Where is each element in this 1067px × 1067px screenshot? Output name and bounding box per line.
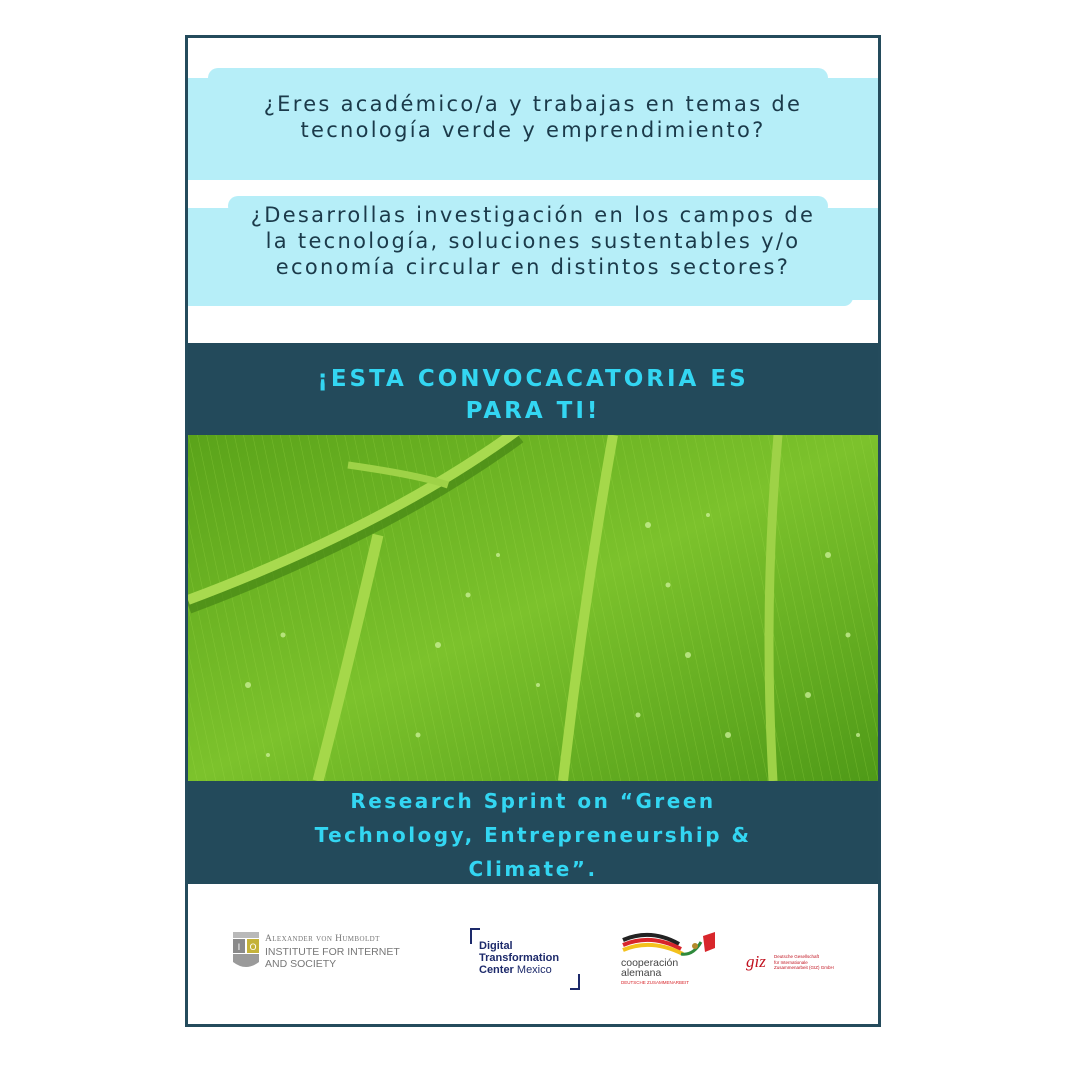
question-2 <box>188 202 878 280</box>
dtc-country: Mexico <box>516 964 552 976</box>
coop-name: cooperación <box>621 957 679 969</box>
coop-subtitle: DEUTSCHE ZUSAMMENARBEIT <box>621 980 690 985</box>
svg-text:I: I <box>237 943 241 953</box>
hiig-name: AND SOCIETY <box>265 958 337 970</box>
leaf-image <box>188 435 878 781</box>
research-line: Climate”. <box>468 857 598 881</box>
hiig-logo <box>233 932 413 976</box>
svg-text:O: O <box>249 943 257 953</box>
research-line: Technology, Entrepreneurship & <box>314 823 752 847</box>
question-line: la tecnología, soluciones sustentables y/o <box>265 229 801 253</box>
giz-mark: giz <box>746 952 766 971</box>
hiig-shield-icon <box>233 932 259 972</box>
cooperacion-alemana-logo <box>621 930 721 986</box>
poster-frame <box>185 35 881 1027</box>
question-line: tecnología verde y emprendimiento? <box>300 118 766 142</box>
dtc-name: Digital <box>479 940 513 952</box>
question-line: ¿Eres académico/a y trabajas en temas de <box>263 92 803 116</box>
research-band <box>188 781 878 884</box>
research-line: Research Sprint on “Green <box>350 789 716 813</box>
giz-logo <box>746 952 856 982</box>
giz-name: Zusammenarbeit (GIZ) GmbH <box>774 965 834 970</box>
question-line: ¿Desarrollas investigación en los campos de <box>250 203 816 227</box>
giz-name: Deutsche Gesellschaft <box>774 954 820 959</box>
hiig-name: Alexander von Humboldt <box>265 934 380 944</box>
headline-band <box>188 343 878 435</box>
coop-name: alemana <box>621 967 662 979</box>
dtc-bracket-icon <box>570 974 580 990</box>
dtc-name: Transformation <box>479 952 560 964</box>
flag-swoosh-icon <box>621 930 717 958</box>
hiig-name: INSTITUTE FOR INTERNET <box>265 946 400 958</box>
question-line: economía circular en distintos sectores? <box>275 255 791 279</box>
partner-logos <box>188 884 878 1024</box>
question-1 <box>188 91 878 143</box>
dtc-logo <box>470 928 580 990</box>
giz-name: für Internationale <box>774 959 808 965</box>
headline-line: PARA TI! <box>465 398 601 424</box>
headline-line: ¡ESTA CONVOCACATORIA ES <box>317 366 749 392</box>
dtc-name: Center <box>479 964 514 976</box>
